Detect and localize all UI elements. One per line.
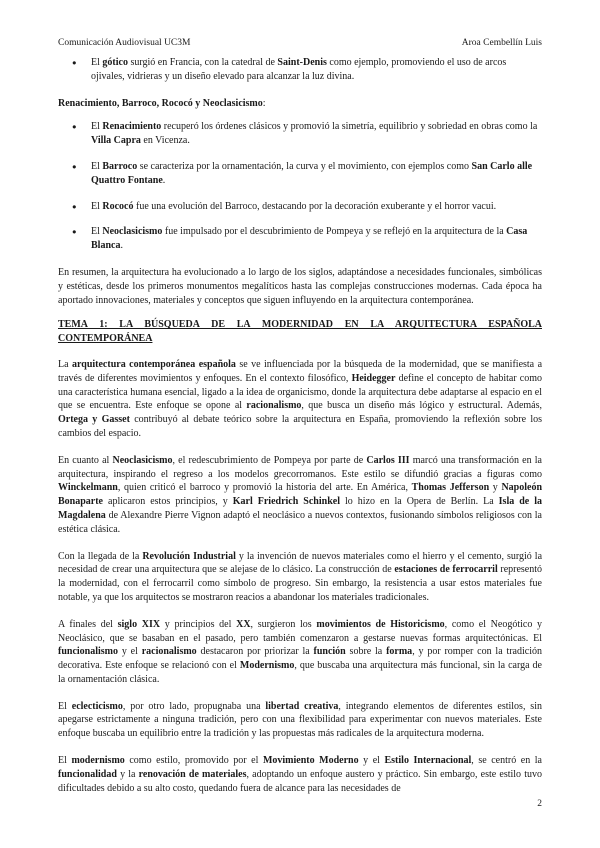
styles-list (58, 120, 542, 253)
bold-term: Revolución Industrial (142, 550, 236, 562)
page-number: 2 (537, 799, 542, 809)
bold-term: Winckelmann (58, 482, 118, 494)
gothic-list (58, 56, 542, 84)
bold-term: Renacimiento (102, 121, 162, 133)
bold-term: Ortega y Gasset (58, 414, 130, 426)
bold-term: siglo XIX (117, 618, 161, 630)
bold-term: Neoclasicismo (102, 226, 163, 238)
bold-term: movimientos de Historicismo (316, 618, 445, 630)
header-author: Aroa Cembellín Luis (461, 38, 542, 48)
page-header (58, 38, 542, 48)
bold-term: Casa Blanca (91, 226, 528, 252)
bold-term: Carlos III (366, 454, 410, 466)
bold-term: funcionalismo (58, 646, 119, 658)
bold-term: Isla de la Magdalena (58, 496, 543, 521)
bold-term: Neoclasicismo (112, 454, 173, 466)
section-heading-colon: : (262, 97, 266, 109)
bold-term: función (313, 646, 346, 658)
bold-term: Modernismo (239, 660, 295, 672)
bullet-neoclasicismo: ● El Neoclasicismo fue impulsado por el descubrimiento de Pompeya y se reflejó en la arquitectura de la Casa Blanca. (58, 225, 542, 253)
section-heading (58, 97, 542, 111)
paragraph-historicismo: A finales del siglo XIX y principios del XX, surgieron los movimientos de Historicismo, como el Neogótico y Neoclásico, que se basaban en el pasado, pero también comenzaron a gestarse nuevas formas arquitectónicas. El funcionalismo y el racionalismo destacaron por priorizar la función sobre la forma, y por romper con la tradición decorativa. Este enfoque se relacionó con el Modernismo, que buscaba una arquitectura más funcional, sin la carga de la ornamentación clásica. (58, 618, 543, 685)
bold-term: arquitectura contemporánea española (72, 358, 236, 370)
paragraph-revolucion-industrial: Con la llegada de la Revolución Industrial y la invención de nuevos materiales como el hierro y el cemento, surgió la necesidad de crear una arquitectura que se alejase de lo clásico. La construcción de estaciones de ferrocarril representó la modernidad, con el ferrocarril como símbolo de progreso. Sin embargo, la resistencia a usar estos materiales fue notable, ya que los arquitectos se mostraron reacios a abandonar los materiales tradicionales. (58, 550, 543, 603)
bullet-gotico: ● El gótico surgió en Francia, con la catedral de Saint-Denis como ejemplo, promoviendo el uso de arcos ojivales, vidrieras y un diseño elevado para alcanzar la luz divina. (58, 56, 542, 84)
bold-term: gótico (102, 57, 128, 68)
bold-term: Estilo Internacional (384, 755, 472, 767)
topic-title: TEMA 1: LA BÚSQUEDA DE LA MODERNIDAD EN LA ARQUITECTURA ESPAÑOLA CONTEMPORÁNEA (58, 319, 542, 345)
paragraph-eclecticismo: El eclecticismo, por otro lado, propugnaba una libertad creativa, integrando elementos de diferentes estilos, sin apegarse estrictamente a ninguna tradición, pero con una flexibilidad para experimentar con nuevos materiales. Este enfoque buscaba un equilibrio entre la tradición y las propuestas más radicales de la arquitectura moderna. (58, 700, 542, 740)
header-course: Comunicación Audiovisual UC3M (58, 38, 191, 48)
bold-term: forma (386, 646, 413, 658)
bold-term: funcionalidad (58, 768, 117, 780)
bold-term: modernismo (71, 755, 125, 767)
bullet-rococo: ● El Rococó fue una evolución del Barroco, destacando por la decoración exuberante y el horror vacui. (58, 200, 542, 214)
paragraph-modernismo: El modernismo como estilo, promovido por el Movimiento Moderno y el Estilo Internacional, se centró en la funcionalidad y la renovación de materiales, adoptando un enfoque austero y práctico. Sin embargo, este estilo tuvo dificultades debido a su alto costo, quedando fuera de alcance para las necesidades de (58, 755, 542, 794)
document-body (58, 56, 542, 795)
bold-term: Barroco (102, 160, 138, 172)
bold-term: renovación de materiales (138, 768, 247, 780)
bold-term: Rococó (102, 200, 134, 212)
summary-paragraph: En resumen, la arquitectura ha evolucionado a lo largo de los siglos, adaptándose a necesidades funcionales, simbólicas y estéticas, desde los primeros monumentos megalíticos hasta las complejas construcciones modernas. Cada época ha aportado innovaciones, materiales y conceptos que siguen influyendo en la arquitectura contemporánea. (58, 266, 542, 306)
bold-term: XX (236, 618, 251, 630)
bullet-renacimiento: ● El Renacimiento recuperó los órdenes clásicos y promovió la simetría, equilibrio y sobriedad en obras como la Villa Capra en Vicenza. (58, 120, 542, 148)
bold-term: racionalismo (141, 646, 197, 658)
bold-term: estaciones de ferrocarril (394, 564, 498, 576)
bold-term: Movimiento Moderno (262, 755, 359, 767)
bold-term: Thomas Jefferson (411, 482, 490, 494)
bold-term: Villa Capra (91, 135, 141, 147)
bold-term: San Carlo alle Quattro Fontane (91, 160, 533, 186)
bold-term: Saint-Denis (277, 57, 327, 68)
paragraph-neoclasicismo: En cuanto al Neoclasicismo, el redescubrimiento de Pompeya por parte de Carlos III marcó una transformación en la arquitectura, inspirando el regreso a los modelos grecorromanos. Este estilo se difundió gracias a figuras como Winckelmann, quien criticó el barroco y promovió la historia del arte. En América, Thomas Jefferson y Napoleón Bonaparte aplicaron estos principios, y Karl Friedrich Schinkel lo hizo en la Opera de Berlín. La Isla de la Magdalena de Alexandre Pierre Vignon adaptó el neoclásico a nuevos contextos, fusionando símbolos religiosos con la estética clásica. (58, 454, 543, 535)
bold-term: Napoleón Bonaparte (58, 482, 543, 508)
bold-term: libertad creativa (265, 700, 339, 712)
bold-term: Karl Friedrich Schinkel (232, 496, 340, 508)
paragraph-arquitectura: La arquitectura contemporánea española se ve influenciada por la búsqueda de la modernidad, que se manifiesta a través de diferentes movimientos y enfoques. En el contexto filosófico, Heidegger define el concepto de habitar como una característica humana esencial, ligado a la idea de organicismo, donde la arquitectura debe adaptarse al espacio en el que se encuentra. Este enfoque se opone al racionalismo, que busca un diseño más lógico y estructural. Además, Ortega y Gasset contribuyó al debate teórico sobre la arquitectura en España, promoviendo la reflexión sobre los cambios del espacio. (58, 358, 543, 439)
bullet-barroco: ● El Barroco se caracteriza por la ornamentación, la curva y el movimiento, con ejemplos como San Carlo alle Quattro Fontane. (58, 160, 542, 188)
bold-term: eclecticismo (71, 700, 123, 712)
bold-term: Heidegger (351, 372, 396, 384)
section-heading-text: Renacimiento, Barroco, Rococó y Neoclasicismo (58, 97, 263, 109)
bold-term: racionalismo (246, 400, 302, 412)
